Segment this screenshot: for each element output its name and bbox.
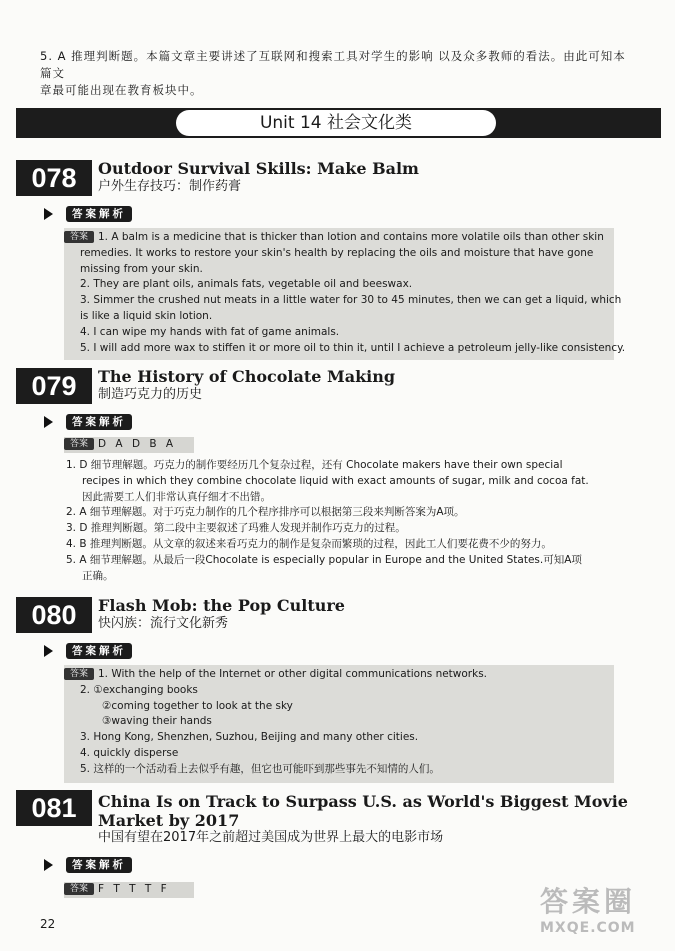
intro-paragraph bbox=[40, 48, 630, 99]
answer-line: remedies. It works to restore your skin's health by replacing the oils and moisture that have gone bbox=[80, 246, 594, 259]
answer-line: 5. I will add more wax to stiffen it or more oil to thin it, until I achieve a petroleum jelly-like consistency. bbox=[80, 341, 626, 354]
explanation-line: 2. A 细节理解题。对于巧克力制作的几个程序排序可以根据第三段来判断答案为A项。 bbox=[66, 506, 465, 519]
section-number: 081 bbox=[16, 790, 92, 826]
section-title: The History of Chocolate Making bbox=[98, 367, 396, 386]
answer-line: 3. Simmer the crushed nut meats in a little water for 30 to 45 minutes, then we can get a liquid, which bbox=[80, 294, 622, 307]
answer-key bbox=[64, 437, 194, 453]
intro-line: 5. A 推理判断题。本篇文章主要讲述了互联网和搜索工具对学生的影响 以及众多教师的看法。由此可知本篇文 bbox=[40, 49, 626, 80]
answer-box bbox=[64, 665, 614, 783]
answer-line: 答案 1. With the help of the Internet or other digital communications networks. bbox=[64, 667, 614, 683]
answer-box bbox=[64, 228, 626, 360]
section-title: Market by 2017 bbox=[98, 811, 240, 830]
triangle-icon bbox=[44, 208, 53, 220]
explanation-line: 1. D 细节理解题。巧克力的制作要经历几个复杂过程，还有 Chocolate makers have their own special bbox=[66, 459, 563, 471]
answer-tag: 答案解析 bbox=[66, 414, 132, 430]
page-number: 22 bbox=[40, 917, 56, 931]
answer-line: 5. 这样的一个活动看上去似乎有趣，但它也可能吓到那些事先不知情的人们。 bbox=[80, 762, 440, 775]
section-title-cn: 中国有望在2017年之前超过美国成为世界上最大的电影市场 bbox=[98, 830, 444, 845]
explanation-block bbox=[66, 458, 616, 584]
answer-key bbox=[64, 882, 194, 898]
explanation-line: 正确。 bbox=[82, 569, 114, 582]
answer-line: 4. quickly disperse bbox=[80, 746, 179, 759]
answer-letters: F T T T F bbox=[98, 883, 170, 895]
answer-letters: D A D B A bbox=[98, 438, 177, 450]
section-title-cn: 快闪族：流行文化新秀 bbox=[98, 616, 229, 631]
answer-line: 2. They are plant oils, animals fats, vegetable oil and beeswax. bbox=[80, 278, 413, 291]
section-title-cn: 制造巧克力的历史 bbox=[98, 387, 203, 402]
answer-line: is like a liquid skin lotion. bbox=[80, 309, 213, 322]
triangle-icon bbox=[44, 645, 53, 657]
section-number: 078 bbox=[16, 160, 92, 196]
answer-line: missing from your skin. bbox=[80, 262, 203, 275]
answer-tag: 答案解析 bbox=[66, 206, 132, 222]
answer-badge: 答案 bbox=[64, 438, 94, 450]
answer-badge: 答案 bbox=[64, 883, 94, 895]
answer-badge: 答案 bbox=[64, 668, 94, 680]
unit-title: Unit 14 社会文化类 bbox=[176, 110, 496, 136]
section-title: China Is on Track to Surpass U.S. as World's Biggest Movie bbox=[98, 792, 628, 811]
answer-line: ②coming together to look at the sky bbox=[102, 699, 293, 712]
intro-line: 章最可能出现在教育板块中。 bbox=[40, 83, 203, 97]
section-title-cn: 户外生存技巧：制作药膏 bbox=[98, 179, 242, 194]
answer-line: 2. ①exchanging books bbox=[80, 683, 198, 696]
answer-line: ③waving their hands bbox=[102, 715, 212, 728]
answer-line: 3. Hong Kong, Shenzhen, Suzhou, Beijing and many other cities. bbox=[80, 731, 419, 744]
explanation-line: recipes in which they combine chocolate liquid with exact amounts of sugar, milk and cocoa fat. bbox=[82, 474, 589, 487]
explanation-line: 因此需要工人们非常认真仔细才不出错。 bbox=[82, 490, 271, 503]
explanation-line: 5. A 细节理解题。从最后一段Chocolate is especially popular in Europe and the United States.可知A项 bbox=[66, 553, 582, 566]
section-title: Flash Mob: the Pop Culture bbox=[98, 596, 345, 615]
section-title: Outdoor Survival Skills: Make Balm bbox=[98, 159, 419, 178]
triangle-icon bbox=[44, 416, 53, 428]
explanation-line: 4. B 推理判断题。从文章的叙述来看巧克力的制作是复杂而繁琐的过程，因此工人们要花费不少的努力。 bbox=[66, 537, 552, 550]
unit-banner bbox=[16, 108, 661, 138]
answer-tag: 答案解析 bbox=[66, 857, 132, 873]
explanation-line: 3. D 推理判断题。第二段中主要叙述了玛雅人发现并制作巧克力的过程。 bbox=[66, 522, 406, 535]
answer-tag: 答案解析 bbox=[66, 643, 132, 659]
answer-badge: 答案 bbox=[64, 231, 94, 243]
watermark-logo: 答案圈 MXQE.COM bbox=[540, 885, 637, 936]
triangle-icon bbox=[44, 859, 53, 871]
answer-line: 4. I can wipe my hands with fat of game animals. bbox=[80, 325, 340, 338]
answer-line: 答案 1. A balm is a medicine that is thicker than lotion and contains more volatile oils than other skin bbox=[64, 230, 614, 246]
section-number: 080 bbox=[16, 597, 92, 633]
section-number: 079 bbox=[16, 368, 92, 404]
